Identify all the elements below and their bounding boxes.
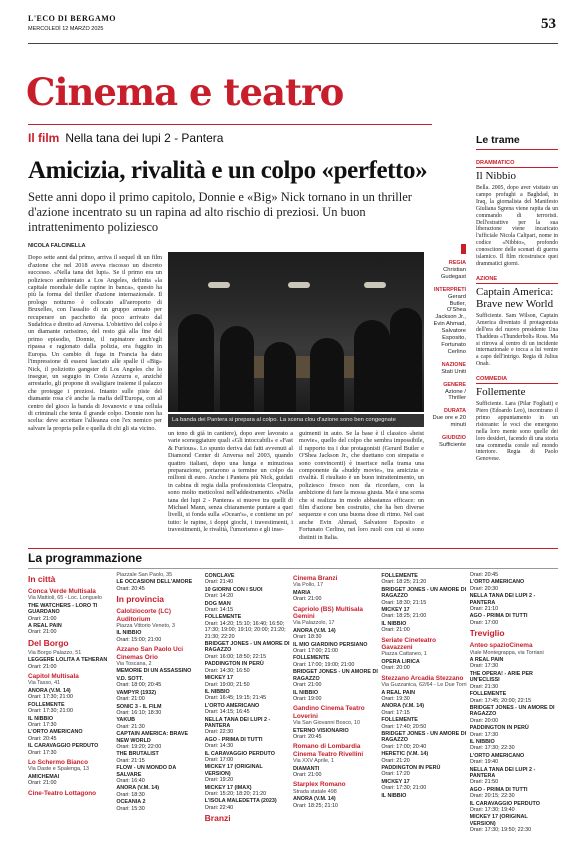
listing-ft: IL NIBBIO bbox=[292, 689, 319, 696]
film-credits bbox=[432, 244, 466, 449]
page-number: 53 bbox=[541, 16, 556, 32]
programme-listings bbox=[28, 568, 558, 838]
listing-time: Orari: 17:30; 21:00 bbox=[28, 694, 73, 701]
listing-ft: ETERNO VISIONARIO bbox=[292, 727, 349, 734]
programme-column bbox=[470, 569, 558, 838]
listing-time: Orari: 21:00 bbox=[292, 682, 322, 689]
programme-column bbox=[293, 569, 381, 838]
ceiling-lamp bbox=[208, 282, 230, 288]
listing-ft: L'ORTO AMERICANO bbox=[469, 752, 525, 759]
body-col3: guimenti in auto. Se la base è il classico «heist movie», quello del colpo che sembra impossibile, il rapporto tra i due protagonisti (Gerard Butler e O'Shea Jackson Jr., che duettano con simpatia e sono convincenti) è inserisce nella trama una componente da «buddy movie», tra amicizia e rivalità. Il risultato è un buon intrattenimento, un poliziesco fresco non da ricordare, con la ambizione di fare la mossa giusta. Ma è una scena che si realizza in modo abbastanza efficace: un film d'azione ben costruito, che ha ben diverse sequenze e con una buona dose di ritmo. Nel cast anche Evin Ahmad, Salvatore Esposito e Fortunato Cerlino, nei loro ruoli con cui si sono distinti in Italia. bbox=[299, 430, 424, 541]
listing-time: Orari: 21:00 bbox=[28, 663, 57, 670]
listing-time: Orari: 21:00 bbox=[381, 627, 410, 634]
listing-time: Orari: 18:30 bbox=[116, 791, 145, 798]
listing-city: In provincia bbox=[116, 594, 165, 605]
listing-time: Orari: 14:30 bbox=[204, 743, 234, 750]
listing-ft: NELLA TANA DEI LUPI 2 - PANTERA bbox=[469, 593, 536, 606]
listing-cine: Lo Schermo Bianco bbox=[28, 758, 89, 766]
listing-ft: IL NIBBIO bbox=[28, 715, 54, 722]
listing-time: Orari: 15:30 bbox=[116, 805, 145, 812]
listing-time: Orari: 15:00; 21:00 bbox=[116, 636, 162, 643]
photo-caption: La banda dei Pantera si prepara al colpo. La scena clou d'azione sono ben congegnate bbox=[168, 414, 424, 427]
programme-rule bbox=[28, 548, 558, 549]
listing-cine: Conca Verde Multisala bbox=[28, 588, 96, 595]
credit-label: REGIA bbox=[448, 260, 466, 266]
listing-time: Orari: 18:30 bbox=[292, 634, 322, 641]
listing-addr: Via Guzzanica, 62/64 - Le Due Torri bbox=[381, 682, 467, 689]
listing-ft: L'ORTO AMERICANO bbox=[204, 702, 260, 709]
listing-time: Orari: 21:10 bbox=[469, 606, 499, 613]
listing-time: Orari: 21:00 bbox=[28, 615, 57, 622]
listing-ft: FLOW - UN MONDO DA SALVARE bbox=[116, 765, 177, 778]
listing-ft: BRIDGET JONES - UN AMORE DI RAGAZZO bbox=[292, 669, 378, 682]
sidebar-film-title: Follemente bbox=[476, 386, 526, 399]
listing-ft: V.D. SOTT. bbox=[116, 675, 144, 682]
listing-ft: FOLLEMENTE bbox=[204, 614, 242, 621]
section-rule bbox=[28, 124, 432, 125]
listing-ft: IL CARAVAGGIO PERDUTO bbox=[28, 743, 99, 750]
listing-time: Orari: 19:30 bbox=[381, 695, 410, 702]
listing-ft: BRIDGET JONES - UN AMORE DI RAGAZZO bbox=[204, 641, 290, 654]
listing-time: Orari: 16:10; 18:30 bbox=[116, 709, 162, 716]
sidebar-film-title: Captain America: Brave new World bbox=[476, 285, 554, 310]
listing-ft: IL NIBBIO bbox=[116, 630, 142, 637]
listing-time: Orari: 14:15 bbox=[204, 607, 234, 614]
programme-column bbox=[205, 569, 293, 838]
sidebar-item bbox=[476, 276, 558, 368]
credit-label: GENERE bbox=[443, 381, 466, 388]
listing-time: Orari: 19:00 bbox=[292, 695, 322, 702]
listing-time: Orari: 21:15 bbox=[116, 757, 145, 764]
sidebar-genre: COMMEDIA bbox=[476, 376, 558, 384]
listing-ft: MICKEY 17 bbox=[381, 607, 410, 614]
listing-addr: Via Pollo, 17 bbox=[292, 582, 324, 589]
listing-ft: MICKEY 17 bbox=[204, 675, 234, 682]
credit-label: NAZIONE bbox=[441, 361, 466, 368]
photo-figure bbox=[220, 326, 254, 412]
listing-time: Orari: 17:00; 21:00 bbox=[292, 648, 338, 655]
masthead bbox=[28, 14, 558, 44]
listing-time: Orari: 20:45 bbox=[292, 733, 322, 740]
listing-ft: DOG MAN bbox=[204, 600, 231, 607]
listing-time: Orari: 19:20 bbox=[204, 777, 234, 784]
listing-addr: Viale Montegrappa, via Torriani bbox=[469, 649, 544, 656]
listing-ft: MICKEY 17 (IMAX) bbox=[204, 784, 252, 791]
listing-time: Orari: 21:00 bbox=[116, 696, 145, 703]
listing-ft: ANORA (V.M. 14) bbox=[292, 627, 336, 634]
listing-cine: Cine-Teatro Lottagono bbox=[28, 789, 97, 797]
kicker-text: Nella tana dei lupi 2 - Pantera bbox=[65, 131, 224, 145]
listing-time: Orari: 14:15; 16:45 bbox=[204, 709, 250, 716]
article-headline: Amicizia, rivalità e un colpo «perfetto» bbox=[28, 157, 428, 184]
listing-time: Orari: 17:00; 20:40 bbox=[381, 743, 427, 750]
credits-marker bbox=[461, 244, 466, 254]
listing-ft: PADDINGTON IN PERÙ bbox=[381, 764, 441, 771]
sidebar-title: Le trame bbox=[476, 134, 558, 150]
listing-ft: LE OCCASIONI DELL'AMORE bbox=[116, 579, 193, 586]
sidebar-plot: Sufficiente. Lara (Pilar Fogliati) e Piero (Edoardo Leo), incontrano il primo appuntamento in un ristorante: le voci che emergono nella loro mente sono quelle dei loro desideri, facendo di una storia una commedia corale sul mondo interiore. Regia di Paolo Genovese. bbox=[476, 401, 558, 463]
programme-title: La programmazione bbox=[28, 551, 143, 565]
listing-time: Orari: 14:20; 15:10; 16:40; 16:50; 17:30; 19:00; 19:10; 20:00; 21:20; 21:30; 22:20 bbox=[204, 620, 286, 640]
credit-label: GIUDIZIO bbox=[442, 435, 466, 442]
credit-value: Stati Uniti bbox=[441, 368, 466, 375]
ceiling-lamp bbox=[364, 282, 386, 288]
listing-ft: CAPTAIN AMERICA: BRAVE NEW WORLD bbox=[116, 731, 189, 744]
listing-time: Orari: 17:30; 19:50; 22:30 bbox=[469, 827, 532, 834]
photo-figure bbox=[354, 320, 390, 412]
article-body-cols bbox=[168, 430, 424, 541]
photo-figure bbox=[178, 314, 214, 412]
listing-ft: HERETIC (V.M. 14) bbox=[381, 751, 429, 758]
listing-time: Orari: 18:30; 21:15 bbox=[381, 599, 427, 606]
programme-column bbox=[28, 569, 116, 838]
listing-ft: OCEANIA 2 bbox=[116, 799, 146, 806]
body-col2: un tono di già in cantiere), dopo aver lavorato a varie sceneggiature quali «Gli intoccabili» e «Fast & Furious». Lo spunto deriva dai fatti avvenuti al Diamond Center di Anversa nel 2003, quando quattro italiani, dopo una lunga e minuziosa preparazione, portarono a termine un colpo da milioni di euro. Anche i Pantera più Nick, guidati in cabina di regia dalla professionista Cleopatra, sono molto meticolosi nell'addestramento. «Nella tana dei lupi 2 - Pantera» si muove tra quelli di Michael Mann, senza chiaramente puntare a quei livelli, si fonda sulla «Ocean's», e contiene un po' tutto: le rapine, i doppi giochi, i travestimenti, i travestimenti, le rivalità, l'umorismo e gli inse- bbox=[168, 430, 293, 534]
listing-time: Orari: 20:30 bbox=[469, 585, 499, 592]
credit-value: Gerard Butler, O'Shea Jackson Jr., Evin Ahmad, Salvatore Esposito, Fortunato Cerlino bbox=[433, 293, 466, 355]
listing-time: Orari: 19:20; 22:00 bbox=[116, 743, 162, 750]
listing-ft: L'ORTO AMERICANO bbox=[28, 729, 83, 736]
listing-addr: Via San Giovanni Bosco, 10 bbox=[292, 720, 361, 727]
listing-time: Orari: 20:45 bbox=[469, 572, 499, 578]
listing-addr: Via Toscana, 2 bbox=[116, 661, 152, 668]
listing-ft: ANORA (V.M. 14) bbox=[116, 785, 160, 792]
listing-ft: IL NIBBIO bbox=[469, 738, 495, 745]
listing-ft: AGO - PRIMA DI TUTTI bbox=[469, 786, 528, 793]
listing-ft: NELLA TANA DEI LUPI 2 - PANTERA bbox=[469, 766, 536, 779]
listing-time: Orari: 20:15; 22:30 bbox=[469, 793, 515, 800]
listing-time: Orari: 21:30 bbox=[469, 683, 499, 690]
listing-ft: MARIA bbox=[292, 589, 311, 596]
sidebar-item bbox=[476, 160, 558, 268]
listing-time: Orari: 22:40 bbox=[204, 804, 234, 811]
listing-cine: Calolziocorte (LC) Auditorium bbox=[116, 608, 172, 623]
listing-ft: A REAL PAIN bbox=[381, 689, 416, 696]
listing-ft: THE WATCHERS - LORO TI GUARDANO bbox=[28, 602, 98, 616]
listing-time: Orari: 20:00 bbox=[381, 665, 410, 672]
listing-ft: FOLLEMENTE bbox=[469, 691, 507, 698]
listing-ft: CONCLAVE bbox=[204, 573, 235, 579]
listing-time: Orari: 17:15 bbox=[381, 709, 410, 716]
body-paragraph: Dopo sette anni dal primo, arriva il sequel di un film d'azione che nel 2018 aveva riscosso un discreto successo. «Nella tana dei lupi». Se il primo era un poliziesco ambientato a Los Angeles, definita «la capitale mondiale delle rapine in banca», questo ha più la forma del thriller d'azione internazionale. Il prologo notturno è collocato all'aeroporto di Bruxelles, con l'assalto di un gruppo armato per recuperare un pacchetto da poco arrivato dal Sudafrica e diretto ad Anversa. L'obiettivo del colpo è un diamante rarissimo, del resto già alla fine del primo episodio, Donnie, il rapinatore anch'egli ripassa e ragionato dalla polizia, era fuggito in Europa. Un cambio di fuga in Francia ha dato l'impressione di essersi lasciato alle spalle il «Big» Nick, il poliziotto gangster di Los Angeles che lo insegue, un segugio in Costa Azzurra e, anziché arrestarlo, gli propone di svaligiare insieme il palazzo che protegge i preziosi. Intanto sulle piste del diamante rosa c'è anche la mafia dell'Europa, con al centro del gioco la banda di Jovanovic e una cellula di criminali che tenta il grande colpo. Donnie non ha scelta: deve accettare l'alleanza con l'ex nemico per salvare la propria pelle e quella di chi gli sta vicino. bbox=[28, 254, 162, 432]
listing-ft: THE BRUTALIST bbox=[116, 751, 159, 758]
listing-time: Orari: 17:00 bbox=[204, 756, 234, 763]
listing-ft: IL CARAVAGGIO PERDUTO bbox=[469, 800, 540, 807]
listing-cine: Azzano San Paolo Uci Cinemas Orio bbox=[116, 646, 184, 661]
listing-ft: FOLLEMENTE bbox=[292, 655, 330, 662]
listing-city: In città bbox=[28, 574, 56, 584]
photo-figure bbox=[264, 342, 296, 412]
listing-time: Orari: 16:40 bbox=[116, 777, 145, 784]
listing-time: Orari: 17:20 bbox=[381, 771, 410, 778]
listing-time: Orari: 21:00 bbox=[292, 596, 322, 603]
listing-time: Orari: 16:45; 19:15; 21:45 bbox=[204, 695, 267, 702]
listing-ft: AMICHEMAI bbox=[28, 773, 60, 780]
credit-label: INTERPRETI bbox=[433, 286, 466, 293]
credit-label: DURATA bbox=[444, 408, 466, 415]
listing-addr: Piazza Vittorio Veneto, 3 bbox=[116, 623, 175, 630]
listing-time: Orari: 17:30 bbox=[469, 731, 499, 738]
listing-ft: PADDINGTON IN PERÙ bbox=[204, 661, 264, 668]
listing-time: Orari: 14:30; 16:50 bbox=[204, 667, 250, 674]
article-deck: Sette anni dopo il primo capitolo, Donnie e «Big» Nick tornano in un thriller d'azione incentrato su un rapina ad alto rischio di preziosi. Un buon intrattenimento poliziesco bbox=[28, 190, 412, 234]
listing-time: Orari: 17:00; 19:00; 21:00 bbox=[292, 661, 355, 668]
article-kicker bbox=[28, 131, 223, 145]
listing-ft: MICKEY 17 bbox=[381, 778, 410, 785]
listing-time: Orari: 17:00 bbox=[469, 619, 499, 626]
listing-ft: PADDINGTON IN PERÙ bbox=[469, 725, 529, 732]
listing-time: Orari: 21:20 bbox=[381, 757, 410, 764]
listing-cine: Romano di Lombardia Cinema Teatro Rivellini bbox=[292, 743, 364, 758]
listing-ft: FOLLEMENTE bbox=[381, 573, 418, 579]
section-title: Cinema e teatro bbox=[26, 70, 344, 114]
listing-time: Orari: 18:25; 21:20 bbox=[381, 579, 427, 586]
listing-ft: MICKEY 17 (ORIGINAL VERSION) bbox=[204, 764, 263, 777]
credit-value: Azione / Thriller bbox=[445, 388, 466, 402]
listing-ft: 10 GIORNI CON I SUOI bbox=[204, 586, 263, 593]
kicker-label: Il film bbox=[28, 131, 60, 145]
listing-addr: Piazzale San Paolo, 35 bbox=[116, 572, 173, 578]
sidebar-genre: AZIONE bbox=[476, 276, 558, 284]
listing-addr: Via Palazzolo, 17 bbox=[292, 620, 335, 627]
listing-ft: A REAL PAIN bbox=[469, 657, 504, 664]
listing-time: Orari: 20:45 bbox=[116, 585, 145, 592]
listing-ft: AGO - PRIMA DI TUTTI bbox=[204, 736, 263, 743]
listing-time: Orari: 16:00; 18:50; 22:15 bbox=[204, 653, 267, 660]
listing-time: Orari: 17:30 bbox=[28, 749, 57, 756]
listing-ft: MICKEY 17 (ORIGINAL VERSION) bbox=[469, 814, 528, 827]
listing-ft: NELLA TANA DEI LUPI 2 - PANTERA bbox=[204, 716, 271, 729]
listing-ft: ANORA (V.M. 14) bbox=[292, 796, 336, 803]
programme-column bbox=[116, 569, 204, 838]
listing-ft: BRIDGET JONES - UN AMORE DI RAGAZZO bbox=[469, 704, 555, 718]
listing-ft: IL NIBBIO bbox=[381, 620, 407, 627]
paper-name: L'ECO DI BERGAMO bbox=[28, 14, 117, 23]
listing-ft: VAMPYR (1932) bbox=[116, 689, 157, 696]
listing-ft: L'ORTO AMERICANO bbox=[469, 579, 525, 586]
listing-ft: OPERA LIRICA bbox=[381, 658, 420, 665]
plots-sidebar bbox=[476, 134, 558, 471]
listing-ft: MEMORIE DI UN ASSASSINO bbox=[116, 668, 192, 675]
article-body-col1 bbox=[28, 243, 162, 432]
sidebar-plot: Sufficiente. Sam Wilson, Captain America diventato il protagonista dell'era del nuovo presidente Una Thaddeus «Thunderbolt» Ross. Ma si ritrova al centro di un incidente internazionale e tocca a lui venire a capo dell'intrigo. Regia di Julius Onah. bbox=[476, 312, 558, 368]
listing-ft: IL CARAVAGGIO PERDUTO bbox=[204, 750, 275, 757]
credit-value: Christian Gudegast bbox=[440, 266, 466, 280]
listing-addr: Strada statale 498 bbox=[292, 788, 337, 795]
listing-time: Orari: 17:30; 21:00 bbox=[381, 785, 427, 792]
listing-city: Branzi bbox=[204, 813, 231, 824]
credit-value: Due ore e 20 minuti bbox=[432, 415, 466, 429]
listing-addr: Via XXV Aprile, 1 bbox=[292, 758, 334, 765]
listing-ft: BRIDGET JONES - UN AMORE DI RAGAZZO bbox=[381, 730, 467, 744]
listing-ft: FOLLEMENTE bbox=[381, 717, 418, 724]
listing-ft: ANORA (V.M. 14) bbox=[381, 703, 425, 710]
listing-time: Orari: 21:30 bbox=[116, 723, 145, 730]
listing-time: Orari: 21:00 bbox=[28, 780, 57, 787]
listing-city: Del Borgo bbox=[28, 637, 69, 648]
sidebar-plot: Bella. 2005, dopo aver visitato un campo profughi a Baghdad, in Iraq, la giornalista del Manifesto Giuliana Sgrena viene rapita da un commando di terroristi. Dell'estrattive per la sua liberazione viene incaricato l'ufficiale Nicola Calipari, nome in codice «Nibbio», profondo conoscitore delle scenari di guerra islamico. Il film ricostruisce quei drammatici giorni. bbox=[476, 185, 558, 267]
listing-addr: Piazza Cattaneo, 1 bbox=[381, 651, 427, 658]
listing-time: Orari: 17:30; 22:30 bbox=[469, 745, 515, 752]
listing-cine: Stezzano Arcadia Stezzano bbox=[381, 674, 464, 682]
listing-ft: A REAL PAIN bbox=[28, 623, 62, 630]
listing-cine: Seriate Cineteatro Gavazzeni bbox=[381, 636, 437, 652]
listing-ft: AGO - PRIMA DI TUTTI bbox=[469, 613, 528, 620]
listing-time: Orari: 19:00; 21:50 bbox=[204, 681, 250, 688]
listing-cine: Capitol Multisala bbox=[28, 673, 79, 681]
listing-addr: Via Daste e Spalenga, 13 bbox=[28, 766, 90, 773]
listing-ft: BRIDGET JONES - UN AMORE DI RAGAZZO bbox=[381, 586, 467, 600]
listing-time: Orari: 20:00 bbox=[469, 717, 499, 724]
listing-cine: Capriolo (BS) Multisala Gemini bbox=[292, 605, 363, 621]
listing-ft: LEGGERE LOLITA A TEHERAN bbox=[28, 657, 108, 664]
sidebar-item bbox=[476, 376, 558, 463]
listing-time: Orari: 15:20; 18:20; 21:20 bbox=[204, 791, 267, 797]
listing-addr: Via Borgo Palazzo, 51 bbox=[28, 649, 82, 656]
listing-ft: L'ISOLA MALEDETTA (2023) bbox=[204, 798, 277, 805]
listing-time: Orari: 21:50 bbox=[469, 779, 499, 786]
listing-ft: IL NIBBIO bbox=[381, 792, 407, 799]
listing-ft: SONIC 3 - IL FILM bbox=[116, 703, 162, 710]
listing-time: Orari: 20:45 bbox=[28, 735, 57, 742]
listing-addr: Via Tasso, 41 bbox=[28, 680, 61, 687]
article-photo bbox=[168, 252, 424, 412]
listing-time: Orari: 14:20 bbox=[204, 593, 234, 600]
sidebar-genre: DRAMMATICO bbox=[476, 160, 558, 168]
listing-cine: Starplex Romano bbox=[292, 781, 346, 789]
listing-time: Orari: 17:40; 20:50 bbox=[381, 723, 427, 730]
listing-ft: IL MIO GIARDINO PERSIANO bbox=[292, 641, 368, 648]
listing-time: Orari: 21:40 bbox=[204, 579, 234, 586]
listing-ft: DIAMANTI bbox=[292, 765, 320, 772]
listing-time: Orari: 17:45; 20:00; 22:15 bbox=[469, 697, 532, 704]
byline: NICOLA FALCINELLA bbox=[28, 243, 86, 249]
listing-time: Orari: 21:00 bbox=[292, 771, 322, 778]
listing-ft: IL NIBBIO bbox=[204, 688, 230, 695]
listing-time: Orari: 21:00 bbox=[28, 629, 57, 636]
listing-time: Orari: 22:30 bbox=[204, 729, 234, 736]
listing-ft: THE OPERA! - ARIE PER UN'ECLISSI bbox=[469, 670, 533, 684]
listing-time: Orari: 17:30 bbox=[28, 721, 57, 728]
photo-figure bbox=[390, 308, 422, 412]
listing-time: Orari: 18:25; 21:10 bbox=[292, 802, 338, 809]
listing-time: Orari: 17:30; 19:40 bbox=[469, 807, 515, 813]
listing-time: Orari: 17:30; 21:00 bbox=[28, 708, 73, 715]
listing-time: Orari: 18:00; 20:45 bbox=[116, 682, 162, 689]
listing-cine: Gandino Cinema Teatro Loverini bbox=[292, 705, 365, 720]
listing-cine: Cinema Branzi bbox=[292, 575, 338, 582]
listing-time: Orari: 18:25; 21:00 bbox=[381, 613, 427, 620]
programme-column bbox=[381, 569, 469, 838]
listing-addr: Via Mattioli, 65 - Loc. Longuelo bbox=[28, 595, 102, 602]
issue-date: MERCOLEDÌ 12 MARZO 2025 bbox=[28, 26, 104, 32]
photo-figure bbox=[310, 338, 344, 412]
listing-time: Orari: 19:40 bbox=[469, 759, 499, 766]
listing-cine: Anteo spazioCinema bbox=[469, 642, 533, 650]
ceiling-lamp bbox=[288, 282, 310, 288]
listing-ft: YAKUB bbox=[116, 717, 135, 724]
credit-value: Sufficiente bbox=[439, 441, 466, 448]
listing-city: Treviglio bbox=[469, 628, 505, 639]
listing-time: Orari: 17:30 bbox=[469, 663, 499, 670]
listing-ft: FOLLEMENTE bbox=[28, 701, 65, 708]
listing-ft: ANORA (V.M. 14) bbox=[28, 687, 71, 694]
sidebar-film-title: Il Nibbio bbox=[476, 170, 517, 182]
